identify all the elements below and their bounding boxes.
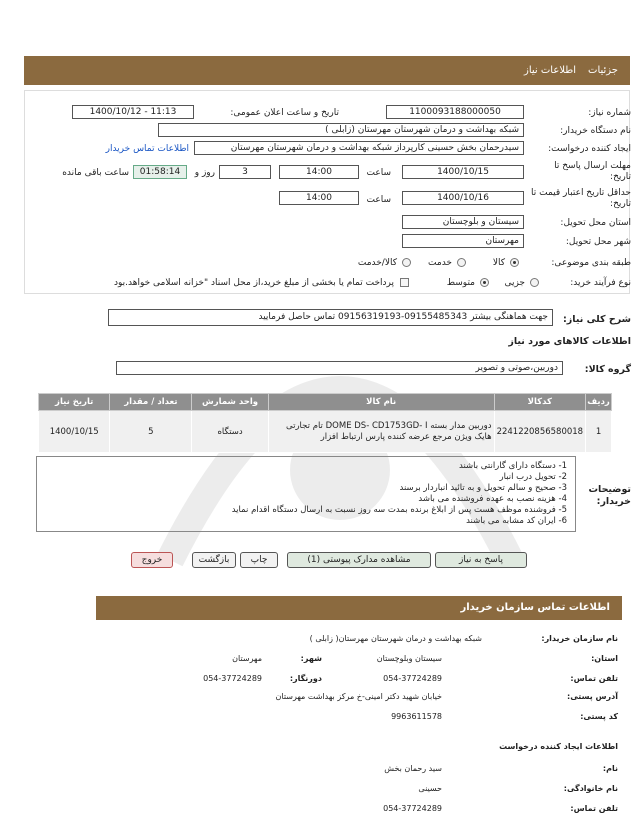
col-unit-header: واحد شمارش bbox=[192, 394, 268, 411]
process-minor-label: جزیی bbox=[504, 278, 525, 288]
col-qty-header: تعداد / مقدار bbox=[110, 394, 192, 411]
note-line: 4- هزینه نصب به عهده فروشنده می باشد bbox=[418, 494, 567, 504]
category-both-radio[interactable] bbox=[402, 258, 411, 267]
days-label: روز و bbox=[194, 168, 215, 178]
treasury-payment-checkbox[interactable] bbox=[400, 278, 409, 287]
announce-date-label: تاریخ و ساعت اعلان عمومی: bbox=[230, 108, 339, 118]
contact-fax-value: 054-37724289 bbox=[203, 674, 262, 683]
goods-group-label: گروه کالا: bbox=[584, 364, 631, 375]
cell-name: دوربین مدار بسته DOME DS- CD1753GD- I تام تجارتی هایک ویژن مرجع عرضه کننده پارس ارتباط افزار bbox=[268, 411, 494, 453]
category-label: طبقه بندی موضوعی: bbox=[551, 258, 631, 268]
print-button[interactable]: چاپ bbox=[240, 552, 278, 568]
contact-province-value: سیستان وبلوچستان bbox=[376, 654, 442, 663]
breadcrumb-details[interactable]: جزئیات bbox=[588, 65, 618, 76]
deadline-label: مهلت ارسال پاسخ تا تاریخ: bbox=[554, 161, 631, 182]
contact-fax-label: دورنگار: bbox=[289, 674, 322, 683]
org-name-label: نام سازمان خریدار: bbox=[541, 634, 618, 643]
top-breadcrumb-bar bbox=[24, 56, 630, 85]
category-service-label: خدمت bbox=[428, 258, 452, 268]
org-name-value: شبکه بهداشت و درمان شهرستان مهرستان( زابلی ) bbox=[309, 634, 482, 643]
contact-phone-label: تلفن تماس: bbox=[570, 674, 618, 683]
process-medium-label: متوسط bbox=[446, 278, 475, 288]
announce-date-field: 1400/10/12 - 11:13 bbox=[72, 105, 194, 119]
goods-group-field: دوربین،صوتی و تصویر bbox=[116, 361, 563, 375]
category-goods-label: کالا bbox=[492, 258, 505, 268]
summary-field: جهت هماهنگی بیشتر 09155485343-09156319193 تماس حاصل فرمایید bbox=[108, 309, 553, 326]
contact-postal-label: کد پستی: bbox=[580, 712, 618, 721]
contact-address-label: آدرس پستی: bbox=[567, 692, 618, 701]
breadcrumb-need-info[interactable]: اطلاعات نیاز bbox=[524, 65, 577, 76]
creator-family-label: نام خانوادگی: bbox=[563, 784, 618, 793]
buyer-contact-link[interactable]: اطلاعات تماس خریدار bbox=[105, 144, 189, 154]
cell-row: 1 bbox=[586, 411, 612, 453]
note-line: 1- دستگاه دارای گارانتی باشند bbox=[459, 461, 567, 471]
creator-name-value: سید رحمان بخش bbox=[384, 764, 442, 773]
creator-label: ایجاد کننده درخواست: bbox=[548, 144, 631, 154]
reply-button[interactable]: پاسخ به نیاز bbox=[435, 552, 527, 568]
col-name-header: نام کالا bbox=[268, 394, 494, 411]
note-line: 5- فروشنده موظف هست پس از ابلاغ برنده بمدت سه روز نسبت به ارسال دستگاه اقدام نماید bbox=[231, 505, 567, 515]
goods-section-title: اطلاعات کالاهای مورد نیاز bbox=[508, 336, 631, 347]
deadline-date-field: 1400/10/15 bbox=[402, 165, 524, 179]
note-line: 2- تحویل درب انبار bbox=[499, 472, 567, 482]
buyer-notes-label: توضیحات خریدار: bbox=[588, 484, 631, 507]
goods-table bbox=[38, 393, 612, 453]
creator-phone-value: 054-37724289 bbox=[383, 804, 442, 813]
remaining-days-field: 3 bbox=[219, 165, 271, 179]
creator-section-title: اطلاعات ایجاد کننده درخواست bbox=[499, 742, 618, 751]
creator-field: سیدرحمان بخش حسینی کارپرداز شبکه بهداشت و درمان شهرستان مهرستان bbox=[194, 141, 524, 155]
creator-family-value: حسینی bbox=[418, 784, 442, 793]
validity-time-label: ساعت bbox=[366, 195, 391, 205]
validity-date-field: 1400/10/16 bbox=[402, 191, 524, 205]
deadline-time-field: 14:00 bbox=[279, 165, 359, 179]
deadline-time-label: ساعت bbox=[366, 168, 391, 178]
contact-section-title: اطلاعات تماس سازمان خریدار bbox=[96, 596, 622, 620]
buyer-org-field: شبکه بهداشت و درمان شهرستان مهرستان (زابلی ) bbox=[158, 123, 524, 137]
need-number-field: 1100093188000050 bbox=[386, 105, 524, 119]
creator-phone-label: تلفن تماس: bbox=[570, 804, 618, 813]
contact-address-value: خیابان شهید دکتر امینی-خ مرکز بهداشت مهرستان bbox=[275, 692, 442, 701]
summary-label: شرح کلی نیاز: bbox=[562, 314, 631, 325]
cell-date: 1400/10/15 bbox=[39, 411, 110, 453]
contact-phone-value: 054-37724289 bbox=[383, 674, 442, 683]
contact-city-value: مهرستان bbox=[232, 654, 262, 663]
city-field: مهرستان bbox=[402, 234, 524, 248]
creator-name-label: نام: bbox=[602, 764, 618, 773]
exit-button[interactable]: خروج bbox=[131, 552, 173, 568]
back-button[interactable]: بازگشت bbox=[192, 552, 236, 568]
note-line: 3- صحیح و سالم تحویل و به تائید انباردار برسند bbox=[399, 483, 567, 493]
col-row-header: ردیف bbox=[586, 394, 612, 411]
note-line: 6- ایران کد مشابه می باشند bbox=[466, 516, 567, 526]
treasury-payment-label: پرداخت تمام یا بخشی از مبلغ خرید،از محل اسناد "خزانه اسلامی خواهد.بود bbox=[113, 278, 394, 288]
buyer-notes-box bbox=[36, 456, 576, 532]
city-label: شهر محل تحویل: bbox=[565, 237, 631, 247]
col-code-header: کدکالا bbox=[494, 394, 586, 411]
remaining-time-field: 01:58:14 bbox=[133, 165, 187, 179]
category-goods-radio[interactable] bbox=[510, 258, 519, 267]
process-medium-radio[interactable] bbox=[480, 278, 489, 287]
validity-label: حداقل تاریخ اعتبار قیمت تا تاریخ: bbox=[531, 188, 631, 209]
process-type-label: نوع فرآیند خرید: bbox=[570, 278, 631, 288]
validity-time-field: 14:00 bbox=[279, 191, 359, 205]
contact-city-label: شهر: bbox=[300, 654, 322, 663]
remaining-time-label: ساعت باقی مانده bbox=[62, 168, 129, 178]
attachments-button[interactable]: مشاهده مدارک پیوستی (1) bbox=[287, 552, 431, 568]
process-minor-radio[interactable] bbox=[530, 278, 539, 287]
category-both-label: کالا/خدمت bbox=[357, 258, 397, 268]
contact-postal-value: 9963611578 bbox=[391, 712, 442, 721]
contact-province-label: استان: bbox=[591, 654, 618, 663]
contact-section-body bbox=[96, 620, 622, 834]
need-number-label: شماره نیاز: bbox=[588, 108, 631, 118]
category-service-radio[interactable] bbox=[457, 258, 466, 267]
cell-unit: دستگاه bbox=[192, 411, 268, 453]
buyer-org-label: نام دستگاه خریدار: bbox=[560, 126, 631, 136]
cell-code: 2241220856580018 bbox=[494, 411, 586, 453]
table-row bbox=[39, 411, 612, 453]
province-field: سیستان و بلوچستان bbox=[402, 215, 524, 229]
col-date-header: تاریخ نیاز bbox=[39, 394, 110, 411]
province-label: استان محل تحویل: bbox=[560, 218, 631, 228]
cell-qty: 5 bbox=[110, 411, 192, 453]
